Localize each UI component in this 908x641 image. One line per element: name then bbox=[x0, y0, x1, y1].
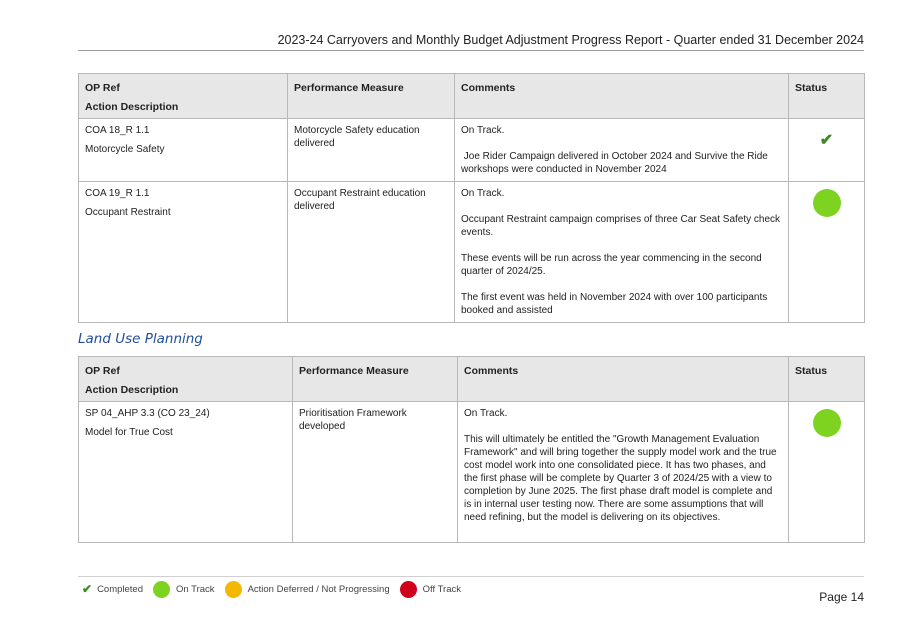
on-track-dot-icon bbox=[813, 409, 841, 437]
op-ref-cell bbox=[79, 182, 288, 323]
status-cell bbox=[789, 119, 865, 182]
comments-cell: On Track. This will ultimately be entitled the "Growth Management Evaluation Framework" and will bring together the supply model work and the true cost model work into one consolidated piece. It has two phases, and the first phase will be complete by Quarter 3 of 2024/25 with a view to completion by June 2025. The first phase draft model is complete and is in internal user testing now. There are some assumptions that will need refining, but the model is delivering on its objectives. bbox=[458, 402, 789, 543]
op-ref-cell bbox=[79, 402, 293, 543]
performance-measure: Occupant Restraint education delivered bbox=[288, 182, 455, 323]
legend-on-track: On Track bbox=[153, 581, 215, 598]
green-dot-icon bbox=[153, 581, 170, 598]
page-number: Page 14 bbox=[819, 590, 864, 604]
check-icon: ✔ bbox=[82, 582, 93, 596]
table-row bbox=[79, 182, 865, 323]
on-track-dot-icon bbox=[813, 189, 841, 217]
performance-measure: Prioritisation Framework developed bbox=[293, 402, 458, 543]
table-row bbox=[79, 119, 865, 182]
completed-check-icon: ✔ bbox=[819, 132, 834, 149]
comments-cell: On Track. Occupant Restraint campaign comprises of three Car Seat Safety check events. These events will be run across the year commencing in the second quarter of 2024/25. The first event was held in November 2024 with over 100 participants booked and assisted bbox=[455, 182, 789, 323]
land-use-planning-table bbox=[78, 356, 865, 543]
amber-dot-icon bbox=[225, 581, 242, 598]
action-description: Model for True Cost bbox=[85, 427, 173, 438]
status-cell bbox=[789, 402, 865, 543]
performance-measure-header: Performance Measure bbox=[288, 74, 455, 119]
legend-off-track: Off Track bbox=[400, 581, 461, 598]
table-header-row bbox=[79, 357, 865, 402]
red-dot-icon bbox=[400, 581, 417, 598]
op-ref-header: OP Ref Action Description bbox=[79, 357, 293, 402]
status-header: Status bbox=[789, 74, 865, 119]
status-cell bbox=[789, 182, 865, 323]
comments-header: Comments bbox=[458, 357, 789, 402]
op-ref: SP 04_AHP 3.3 (CO 23_24) bbox=[85, 408, 210, 419]
action-description: Occupant Restraint bbox=[85, 207, 171, 218]
op-ref-cell bbox=[79, 119, 288, 182]
comments-header: Comments bbox=[455, 74, 789, 119]
report-header-title: 2023-24 Carryovers and Monthly Budget Adjustment Progress Report - Quarter ended 31 December 2024 bbox=[277, 33, 864, 47]
section-heading: Land Use Planning bbox=[78, 331, 203, 347]
performance-measure: Motorcycle Safety education delivered bbox=[288, 119, 455, 182]
road-safety-table bbox=[78, 73, 865, 323]
action-description: Motorcycle Safety bbox=[85, 144, 165, 155]
op-ref: COA 19_R 1.1 bbox=[85, 188, 150, 199]
comments-cell: On Track. Joe Rider Campaign delivered in October 2024 and Survive the Ride workshops were conducted in November 2024 bbox=[455, 119, 789, 182]
table-row bbox=[79, 402, 865, 543]
performance-measure-header: Performance Measure bbox=[293, 357, 458, 402]
header-divider bbox=[78, 50, 864, 51]
status-header: Status bbox=[789, 357, 865, 402]
legend-deferred: Action Deferred / Not Progressing bbox=[225, 581, 390, 598]
table-header-row bbox=[79, 74, 865, 119]
op-ref-header: OP Ref Action Description bbox=[79, 74, 288, 119]
status-legend bbox=[82, 579, 471, 599]
op-ref: COA 18_R 1.1 bbox=[85, 125, 150, 136]
footer-divider bbox=[78, 576, 864, 577]
legend-completed: ✔ Completed bbox=[82, 582, 144, 596]
